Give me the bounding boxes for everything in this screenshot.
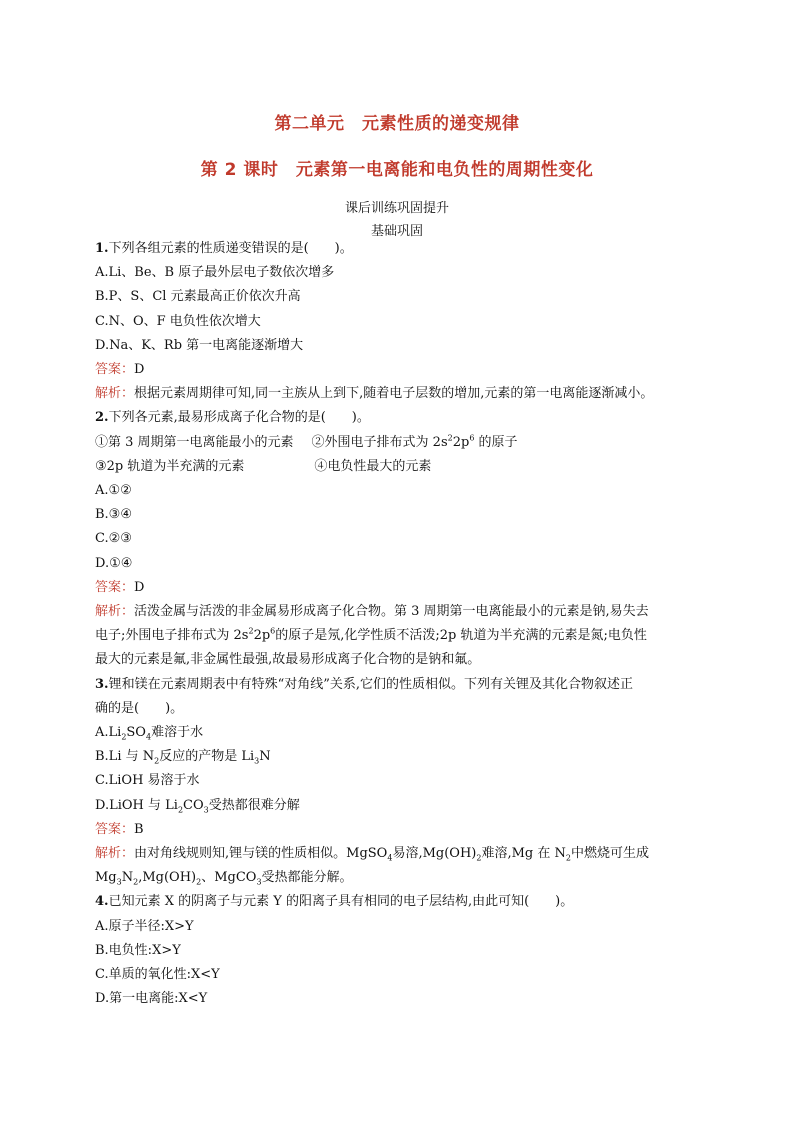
option: C.N、O、F 电负性依次增大 (95, 313, 261, 329)
option: B.P、S、Cl 元素最高正价依次升高 (95, 289, 301, 305)
question-number: 1. (95, 241, 109, 256)
explanation-line: $Mg_3N_2,Mg(OH)_2$、MgCO$_3$受热都能分解。 (95, 870, 353, 887)
explanation-label: 解析： (95, 604, 135, 620)
unit-title: 第二单元 元素性质的递变规律 (274, 114, 520, 134)
option: A.①② (95, 483, 132, 499)
question-4-stem (95, 890, 715, 914)
question-text: 下列各元素,最易形成离子化合物的是( )。 (108, 410, 370, 426)
question-list (95, 237, 715, 1012)
section-heading: 课后训练巩固提升 (344, 201, 449, 216)
option: $A.Li_2SO_4$难溶于水 (95, 725, 204, 742)
explanation-line: 解析：由对角线规则知,锂与镁的性质相似。MgSO$_4$易溶$,Mg(OH)_2$难溶,Mg 在 $N_2$中燃烧可生成 (95, 846, 649, 863)
question-text: 锂和镁在元素周期表中有特殊“对角线”关系,它们的性质相似。下列有关锂及其化合物叙述正 (108, 676, 634, 692)
answer-line (95, 576, 715, 600)
question-text: 确的是( )。 (95, 700, 184, 716)
question-number: 4. (95, 894, 109, 910)
option: C.②③ (95, 531, 132, 547)
question-number: 2. (95, 410, 109, 426)
item-4: ④电负性最大的元素 (314, 458, 432, 474)
question-number: 3. (95, 676, 109, 692)
question-text: 已知元素 X 的阴离子与元素 Y 的阳离子具有相同的电子层结构,由此可知( )。 (108, 894, 574, 910)
answer-value: D (134, 362, 145, 378)
option: A.Li、Be、B 原子最外层电子数依次增多 (95, 265, 335, 281)
explanation-line: 电子;外围电子排布式为 $2s^22p^6$的原子是氖,化学性质不活泼;2p 轨道为半充满的元素是氮;电负性 (95, 626, 647, 644)
answer-label: 答案： (95, 821, 135, 837)
option: D.Na、K、Rb 第一电离能逐渐增大 (95, 337, 304, 353)
explanation-line (95, 382, 715, 406)
explanation-line: 最大的元素是氟,非金属性最强,故最易形成离子化合物的是钠和氟。 (95, 652, 481, 668)
option: B.③④ (95, 507, 132, 523)
option: D.①④ (95, 555, 133, 571)
question-1-stem (95, 237, 715, 261)
option: D.LiOH 与 $Li_2CO_3$受热都很难分解 (95, 797, 300, 815)
item-3: ③2p 轨道为半充满的元素 (95, 458, 245, 474)
question-text: 下列各组元素的性质递变错误的是( )。 (108, 241, 353, 256)
answer-value: D (134, 579, 145, 595)
answer-value: B (134, 821, 144, 837)
option: C.LiOH 易溶于水 (95, 773, 200, 789)
option: D.第一电离能:X<Y (95, 991, 208, 1007)
item-2: ②外围电子排布式为 $2s^22p^6$ 的原子 (311, 433, 518, 450)
option: B.电负性:X>Y (95, 942, 181, 958)
answer-line (95, 818, 715, 842)
option: A.原子半径:X>Y (95, 918, 194, 934)
option: C.单质的氧化性:X<Y (95, 967, 220, 983)
answer-line (95, 358, 715, 382)
item-row (95, 431, 715, 455)
explanation-text: 根据元素周期律可知,同一主族从上到下,随着电子层数的增加,元素的第一电离能逐渐减小。 (134, 386, 654, 402)
item-row (95, 455, 715, 479)
explanation-text: 活泼金属与活泼的非金属易形成离子化合物。第 3 周期第一电离能最小的元素是钠,易失去 (134, 604, 649, 620)
explanation-label: 解析： (95, 846, 135, 862)
explanation-label: 解析： (95, 386, 135, 402)
lesson-title: 第 2 课时 元素第一电离能和电负性的周期性变化 (200, 160, 594, 180)
item-1: ①第 3 周期第一电离能最小的元素 (95, 434, 294, 450)
explanation-line (95, 600, 715, 624)
option: B.Li 与 $N_2$反应的产物是 $Li_3N$ (95, 749, 271, 766)
answer-label: 答案： (95, 362, 135, 378)
answer-label: 答案： (95, 579, 135, 595)
question-2-stem (95, 406, 715, 430)
question-3-stem (95, 673, 715, 697)
subsection-heading: 基础巩固 (370, 224, 423, 239)
